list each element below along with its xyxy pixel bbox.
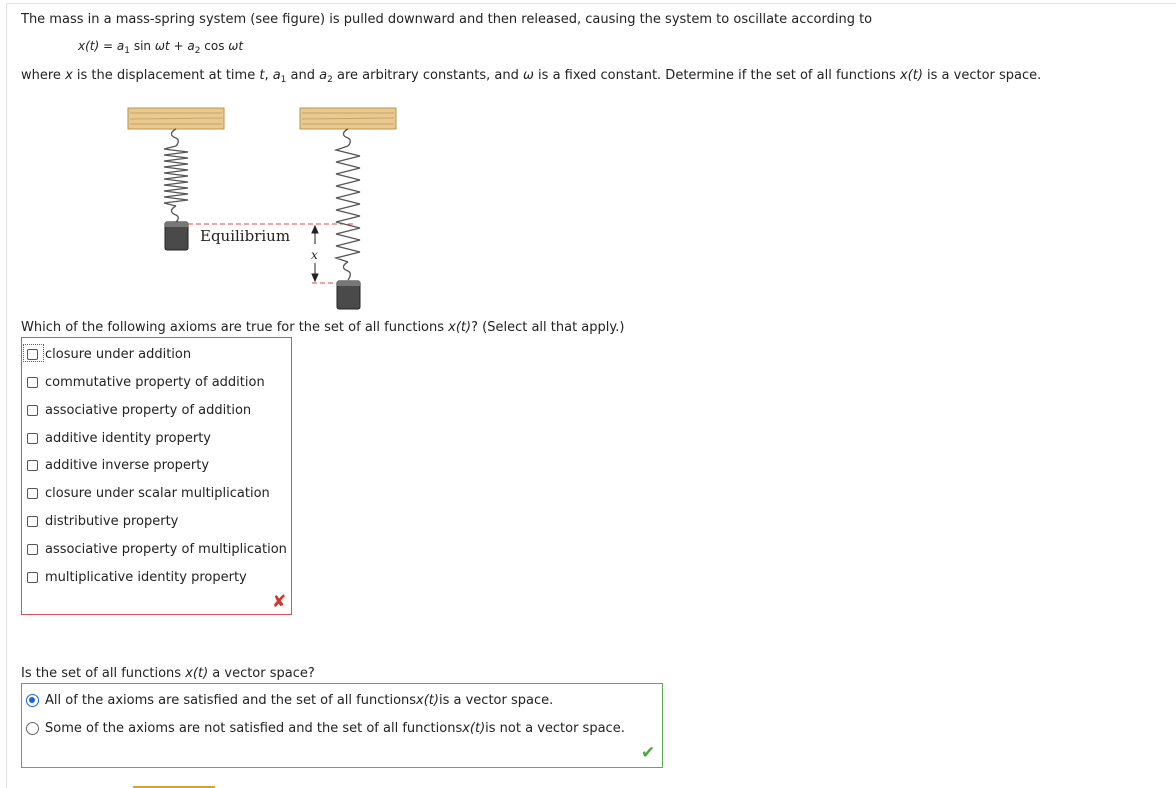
top-border — [6, 3, 1176, 4]
left-border — [6, 3, 7, 788]
mass-right — [337, 281, 360, 309]
spring-left — [164, 129, 188, 222]
option-closure-scalar-multiplication[interactable]: closure under scalar multiplication — [27, 483, 270, 503]
checkbox[interactable] — [27, 405, 38, 416]
incorrect-icon: ✘ — [272, 592, 287, 612]
option-multiplicative-identity[interactable]: multiplicative identity property — [27, 567, 247, 587]
mass-spring-figure — [120, 100, 410, 315]
checkbox[interactable] — [27, 488, 38, 499]
checkbox[interactable] — [27, 572, 38, 583]
checkbox[interactable] — [27, 377, 38, 388]
correct-check-icon: ✔ — [641, 743, 656, 763]
checkbox[interactable] — [27, 460, 38, 471]
ceiling-beam-left — [128, 108, 224, 129]
checkbox[interactable] — [27, 544, 38, 555]
option-distributive[interactable]: distributive property — [27, 511, 178, 531]
option-closure-under-addition[interactable]: closure under addition — [27, 344, 191, 364]
checkbox[interactable] — [27, 433, 38, 444]
option-additive-identity[interactable]: additive identity property — [27, 428, 211, 448]
question-1-prompt: Which of the following axioms are true for the set of all functions x(t)? (Select all that apply.) — [21, 320, 625, 335]
equation: $x(t) = a_1$ $\sin \omega t + a_2$ cos ωt — [78, 39, 244, 56]
question-2-prompt: Is the set of all functions x(t) a vector space? — [21, 666, 315, 681]
radio-button[interactable] — [26, 722, 39, 735]
intro-text: The mass in a mass-spring system (see figure) is pulled downward and then released, causing the system to oscillate according to — [21, 12, 873, 27]
mass-left — [165, 222, 188, 250]
radio-option-not-vector-space[interactable]: Some of the axioms are not satisfied and the set of all functions x(t) is not a vector space. — [26, 718, 625, 738]
option-commutative-addition[interactable]: commutative property of addition — [27, 372, 265, 392]
where-text: where x is the displacement at time t, $a_1$ and $a_2$ are arbitrary constants, and ω is a fixed constant. Determine if the set of all functions x(t) is a vector space. — [21, 68, 1042, 85]
checkbox[interactable] — [27, 516, 38, 527]
equilibrium-label: Equilibrium — [200, 227, 291, 245]
radio-option-vector-space[interactable]: All of the axioms are satisfied and the set of all functions x(t) is a vector space. — [26, 690, 553, 710]
radio-button-selected[interactable] — [26, 694, 39, 707]
option-associative-multiplication[interactable]: associative property of multiplication — [27, 539, 287, 559]
spring-right — [336, 129, 360, 280]
option-additive-inverse[interactable]: additive inverse property — [27, 455, 209, 475]
x-label: x — [311, 248, 318, 262]
ceiling-beam-right — [300, 108, 396, 129]
checkbox[interactable] — [27, 349, 38, 360]
option-associative-addition[interactable]: associative property of addition — [27, 400, 251, 420]
